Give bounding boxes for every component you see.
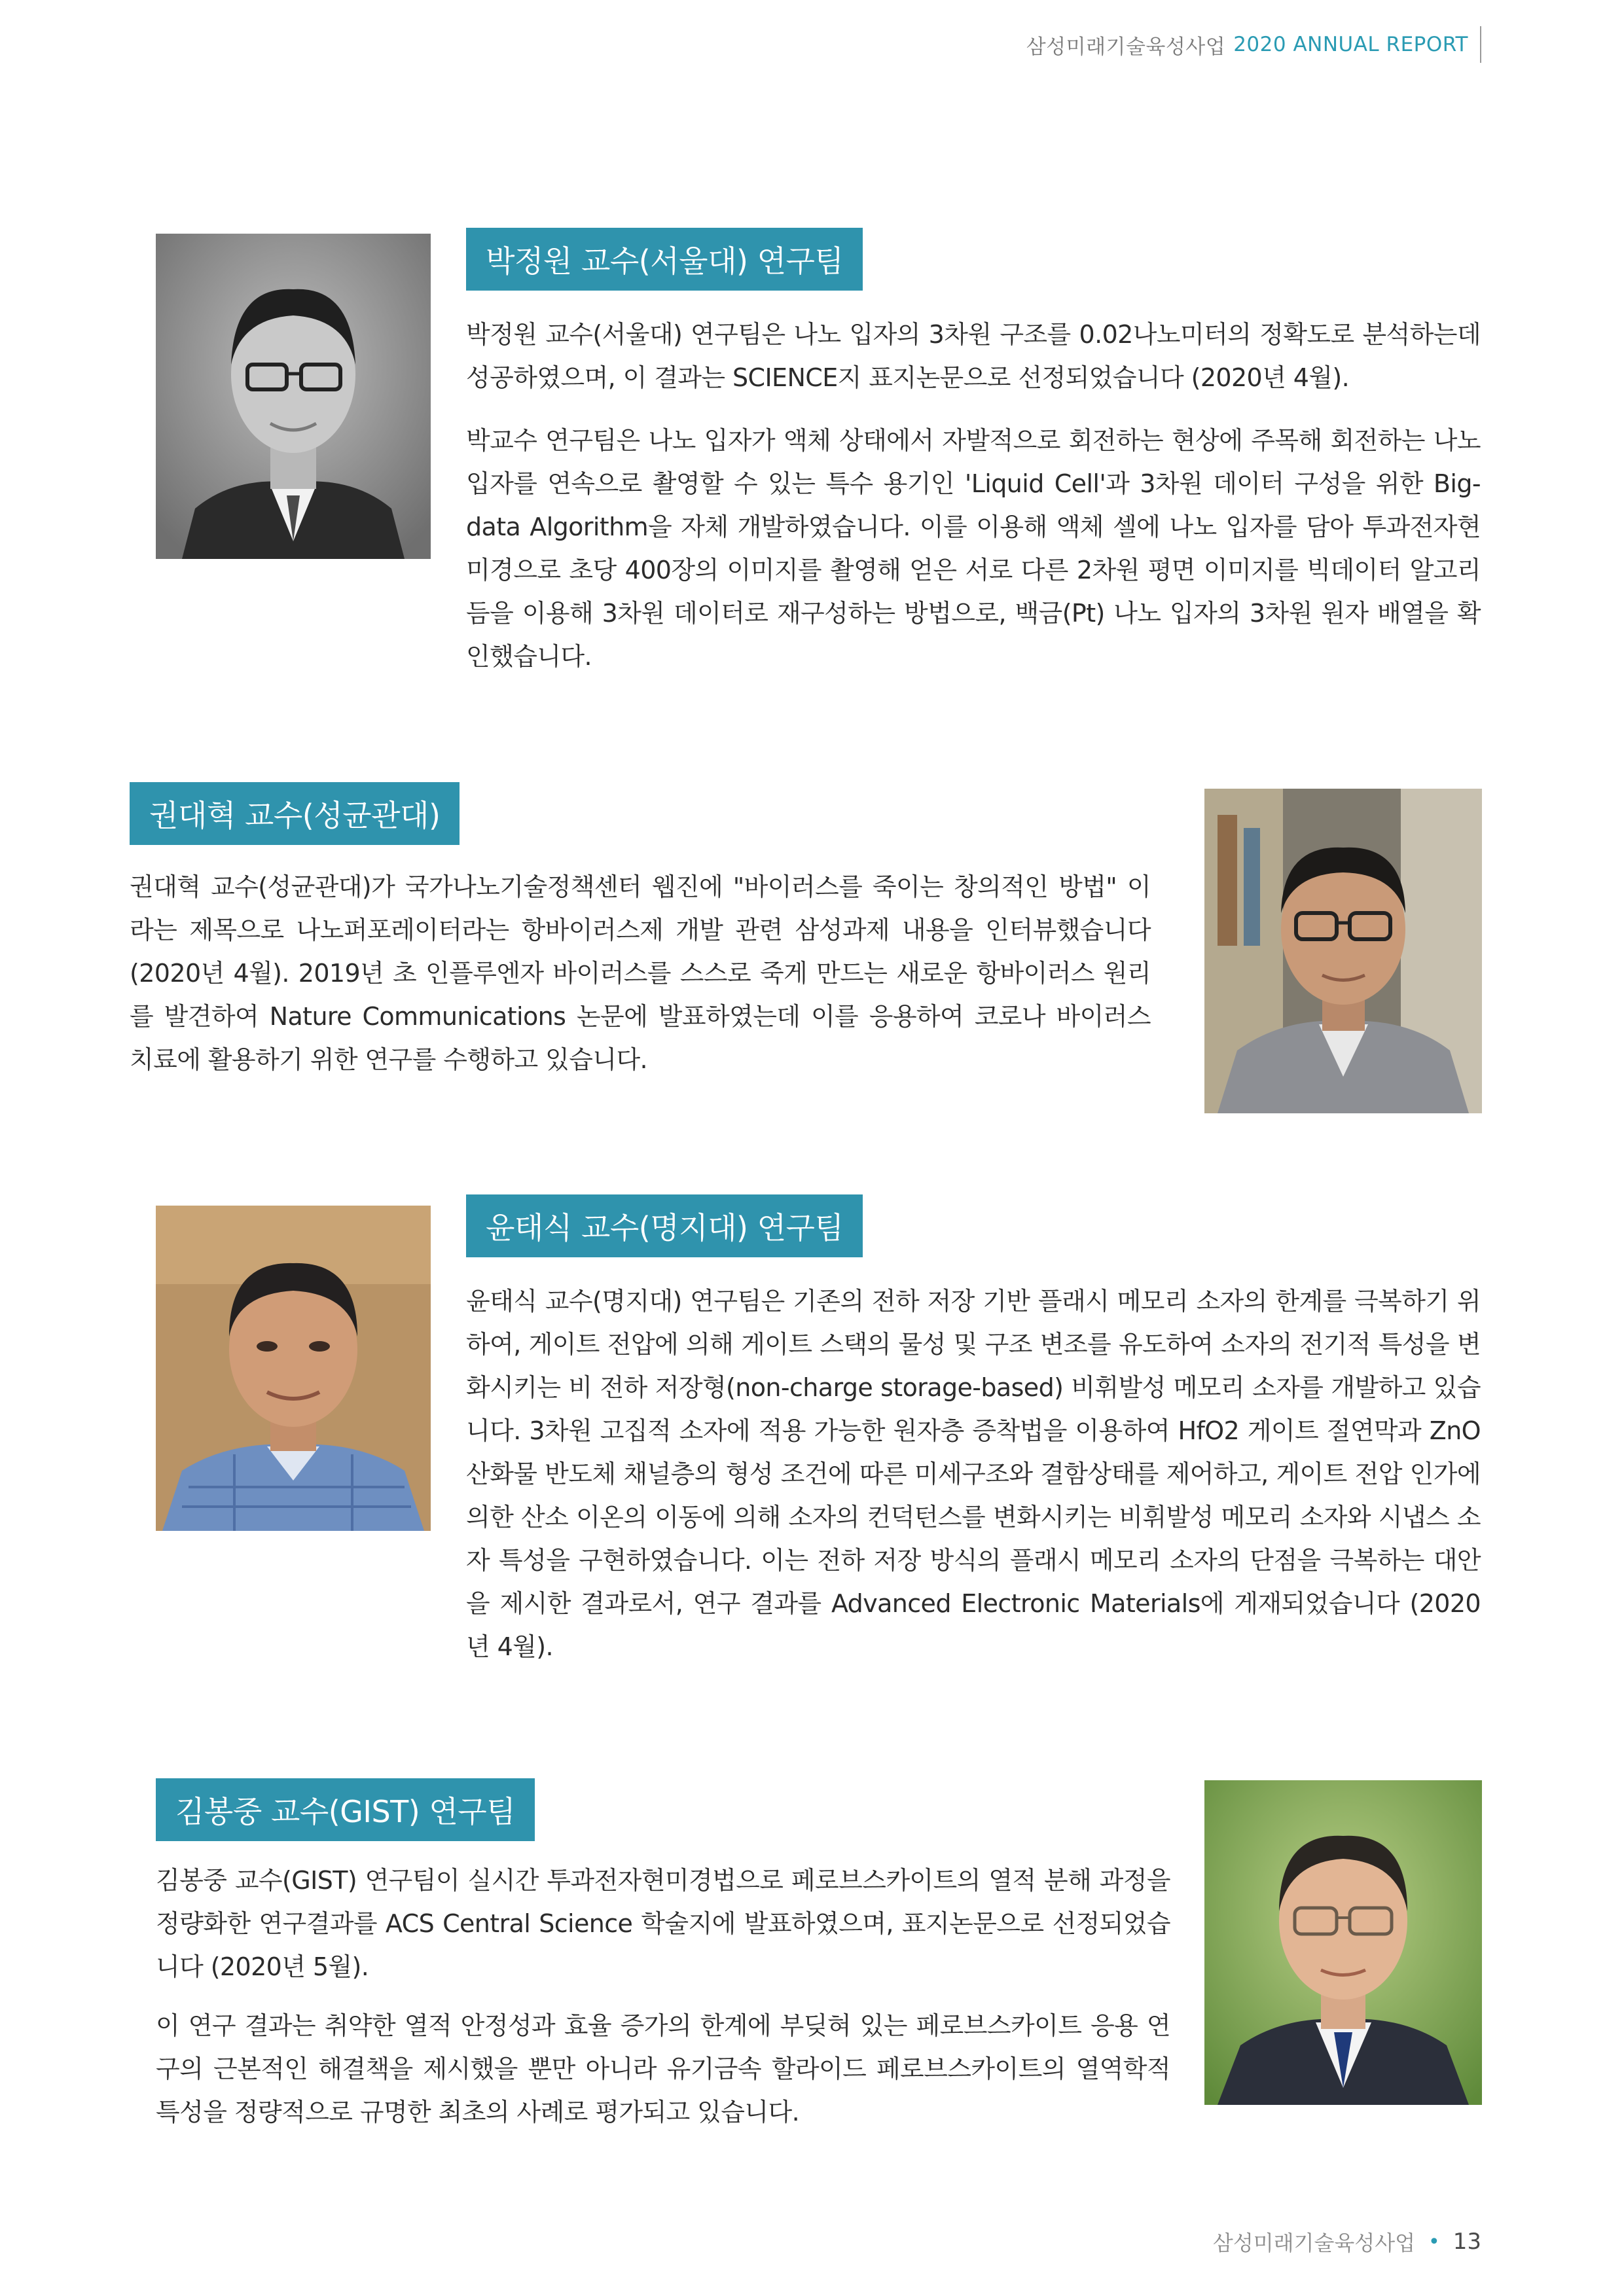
footer-bullet-icon: • <box>1428 2230 1440 2253</box>
portrait-photo-4 <box>1204 1780 1482 2105</box>
header-org: 삼성미래기술육성사업 <box>1026 35 1226 59</box>
portrait-photo-2 <box>1204 789 1482 1113</box>
portrait-photo-1 <box>156 234 431 559</box>
footer-org: 삼성미래기술육성사업 <box>1212 2231 1416 2255</box>
section-title-3: 윤태식 교수(명지대) 연구팀 <box>466 1194 863 1257</box>
portrait-photo-3 <box>156 1206 431 1531</box>
header-report-title: 2020 ANNUAL REPORT <box>1233 33 1468 56</box>
section-4-paragraph-2: 이 연구 결과는 취약한 열적 안정성과 효율 증가의 한계에 부딪혀 있는 페로브스카이트 응용 연구의 근본적인 해결책을 제시했을 뿐만 아니라 유기금속 할라이드 페로브스카이트의 열역학적 특성을 정량적으로 규명한 최초의 사례로 평가되고 있습니다. <box>156 2011 1170 2126</box>
section-title-4: 김봉중 교수(GIST) 연구팀 <box>156 1778 535 1841</box>
section-3-paragraph-1: 윤태식 교수(명지대) 연구팀은 기존의 전하 저장 기반 플래시 메모리 소자의 한계를 극복하기 위하여, 게이트 전압에 의해 게이트 스택의 물성 및 구조 변조를 유도하여 소자의 전기적 특성을 변화시키는 비 전하 저장형(non-charge storage-based) 비휘발성 메모리 소자를 개발하고 있습니다. 3차원 고집적 소자에 적용 가능한 원자층 증착법을 이용하여 HfO2 게이트 절연막과 ZnO 산화물 반도체 채널층의 형성 조건에 따른 미세구조와 결함상태를 제어하고, 게이트 전압 인가에 의한 산소 이온의 이동에 의해 소자의 컨덕턴스를 변화시키는 비휘발성 메모리 소자와 시냅스 소자 특성을 구현하였습니다. 이는 전하 저장 방식의 플래시 메모리 소자의 단점을 극복하는 대안을 제시한 결과로서, 연구 결과를 Advanced Electronic Materials에 게재되었습니다 (2020년 4월). <box>466 1287 1481 1661</box>
page-header <box>1026 26 1481 63</box>
page-footer <box>1213 2227 1481 2257</box>
section-4-paragraph-1: 김봉중 교수(GIST) 연구팀이 실시간 투과전자현미경법으로 페로브스카이트의 열적 분해 과정을 정량화한 연구결과를 ACS Central Science 학술지에 발표하였으며, 표지논문으로 선정되었습니다 (2020년 5월). <box>156 1866 1170 1981</box>
section-title-2: 권대혁 교수(성균관대) <box>130 782 460 845</box>
section-1-paragraph-2: 박교수 연구팀은 나노 입자가 액체 상태에서 자발적으로 회전하는 현상에 주목해 회전하는 나노 입자를 연속으로 촬영할 수 있는 특수 용기인 'Liquid Cell'과 3차원 데이터 구성을 위한 Big-data Algorithm을 자체 개발하였습니다. 이를 이용해 액체 셀에 나노 입자를 담아 투과전자현미경으로 초당 400장의 이미지를 촬영해 얻은 서로 다른 2차원 평면 이미지를 빅데이터 알고리듬을 이용해 3차원 데이터로 재구성하는 방법으로, 백금(Pt) 나노 입자의 3차원 원자 배열을 확인했습니다. <box>466 426 1481 671</box>
section-1-paragraph-1: 박정원 교수(서울대) 연구팀은 나노 입자의 3차원 구조를 0.02나노미터의 정확도로 분석하는데 성공하였으며, 이 결과는 SCIENCE지 표지논문으로 선정되었습니다 (2020년 4월). <box>466 320 1481 392</box>
section-title-1: 박정원 교수(서울대) 연구팀 <box>466 228 863 291</box>
section-2-paragraph-1: 권대혁 교수(성균관대)가 국가나노기술정책센터 웹진에 "바이러스를 죽이는 창의적인 방법" 이라는 제목으로 나노퍼포레이터라는 항바이러스제 개발 관련 삼성과제 내용을 인터뷰했습니다(2020년 4월). 2019년 초 인플루엔자 바이러스를 스스로 죽게 만드는 새로운 항바이러스 원리를 발견하여 Nature Communications 논문에 발표하였는데 이를 응용하여 코로나 바이러스 치료에 활용하기 위한 연구를 수행하고 있습니다. <box>130 872 1151 1074</box>
page-number: 13 <box>1453 2229 1481 2255</box>
